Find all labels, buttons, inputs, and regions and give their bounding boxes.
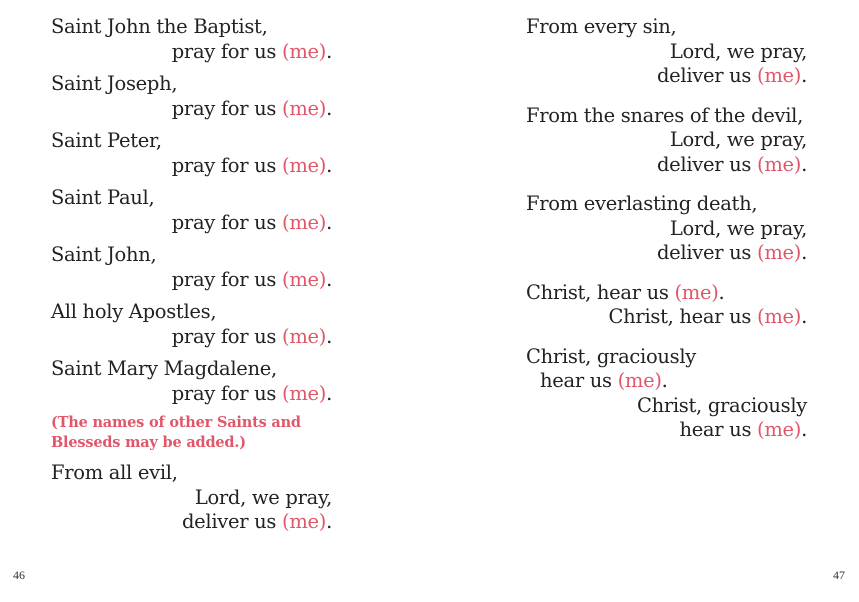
invocation: From the snares of the devil, — [526, 103, 803, 127]
petition-john — [51, 243, 332, 292]
response: pray for us (me). — [171, 324, 332, 348]
petition-john-baptist — [51, 15, 332, 64]
paren-me: (me) — [757, 418, 802, 441]
invocation: Saint Peter, — [51, 129, 162, 152]
page-number: 47 — [833, 568, 845, 582]
invocation: All holy Apostles, — [51, 300, 217, 323]
response-line-1: Lord, we pray, — [194, 485, 332, 509]
paren-me: (me) — [757, 241, 802, 264]
response-line-1: Lord, we pray, — [669, 128, 807, 151]
petition-peter — [51, 129, 332, 178]
invocation: Christ, hear us (me). — [526, 280, 725, 304]
response-line-2: deliver us (me). — [657, 241, 807, 264]
invocation: From every sin, — [526, 15, 677, 38]
paren-me: (me) — [282, 96, 327, 120]
deliverance-every-sin — [526, 15, 807, 89]
paren-me: (me) — [282, 210, 327, 234]
response: pray for us (me). — [171, 39, 332, 63]
paren-me: (me) — [617, 369, 662, 392]
petition-paul — [51, 186, 332, 235]
paren-me: (me) — [282, 267, 327, 291]
deliverance-snares-devil — [526, 104, 807, 178]
invocation: From everlasting death, — [526, 192, 758, 215]
invocation: Saint John, — [51, 243, 157, 266]
response-line-2: deliver us (me). — [657, 64, 807, 87]
response-line-2: hear us (me). — [679, 418, 807, 441]
response-line-2: deliver us (me). — [182, 510, 332, 533]
response-line-2: deliver us (me). — [657, 152, 807, 176]
paren-me: (me) — [282, 510, 327, 533]
paren-me: (me) — [757, 152, 802, 176]
invocation: Saint Paul, — [51, 186, 155, 209]
paren-me: (me) — [674, 280, 719, 304]
petition-from-all-evil — [51, 461, 332, 535]
petition-joseph — [51, 72, 332, 121]
invocation: Saint John the Baptist, — [51, 15, 268, 38]
left-litany-column — [51, 15, 332, 543]
invocation-line-2: hear us (me). — [540, 369, 668, 392]
paren-me: (me) — [757, 305, 802, 328]
paren-me: (me) — [282, 39, 327, 63]
paren-me: (me) — [282, 153, 327, 177]
right-litany-column — [526, 15, 807, 458]
invocation: From all evil, — [51, 461, 178, 484]
response-line-1: Lord, we pray, — [669, 216, 807, 240]
invocation: Saint Mary Magdalene, — [51, 357, 277, 380]
response: Christ, hear us (me). — [608, 305, 807, 328]
response-line-1: Lord, we pray, — [669, 39, 807, 63]
christ-graciously-hear-us — [526, 345, 807, 443]
deliverance-everlasting-death — [526, 192, 807, 266]
right-page — [430, 0, 859, 602]
response: pray for us (me). — [171, 96, 332, 120]
paren-me: (me) — [282, 324, 327, 348]
paren-me: (me) — [757, 64, 802, 87]
invocation-line-1: Christ, graciously — [526, 344, 697, 368]
response: pray for us (me). — [171, 210, 332, 234]
response: pray for us (me). — [171, 267, 332, 291]
invocation: Saint Joseph, — [51, 72, 178, 95]
rubric-instruction: (The names of other Saints and Blesseds may be added.) — [51, 414, 301, 451]
response: pray for us (me). — [171, 153, 332, 177]
paren-me: (me) — [282, 381, 327, 405]
response-line-1: Christ, graciously — [636, 393, 807, 417]
christ-hear-us — [526, 281, 807, 330]
petition-apostles — [51, 300, 332, 349]
response: pray for us (me). — [171, 381, 332, 405]
page-number: 46 — [13, 568, 25, 582]
petition-mary-magdalene — [51, 357, 332, 406]
